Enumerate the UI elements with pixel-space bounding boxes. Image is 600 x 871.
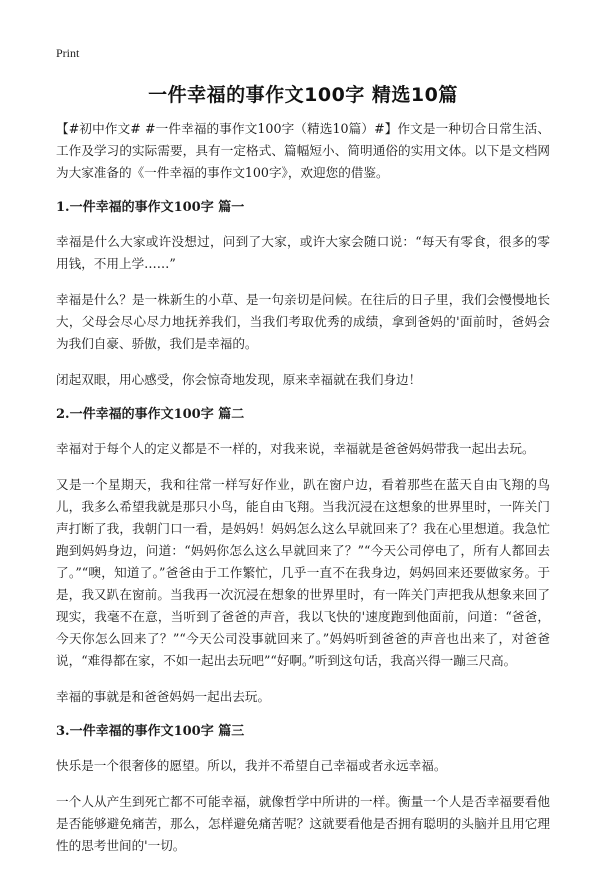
paragraph: 一个人从产生到死亡都不可能幸福，就像哲学中所讲的一样。衡量一个人是否幸福要看他是否能够避免痛苦，那么，怎样避免痛苦呢？这就要看他是否拥有聪明的头脑并且用它理性的思考世间的'一切。 xyxy=(56,794,550,853)
paragraph: 幸福是什么？是一株新生的小草、是一句亲切是问候。在往后的日子里，我们会慢慢地长大，父母会尽心尽力地抚养我们，当我们考取优秀的成绩，拿到爸妈的'面前时，爸妈会为我们自豪、骄傲，我们是幸福的。 xyxy=(56,292,550,351)
paragraph: 幸福对于每个人的定义都是不一样的，对我来说，幸福就是爸爸妈妈带我一起出去玩。 xyxy=(56,441,535,456)
paragraph: 快乐是一个很奢侈的愿望。所以，我并不希望自己幸福或者永远幸福。 xyxy=(56,758,447,773)
section-heading: 2.一件幸福的事作文100字 篇二 xyxy=(56,407,245,422)
document-title: 一件幸福的事作文100字 精选10篇 xyxy=(148,84,458,106)
paragraph: 又是一个星期天，我和往常一样写好作业，趴在窗户边，看着那些在蓝天自由飞翔的鸟儿，我多么希望我就是那只小鸟，能自由飞翔。当我沉浸在这想象的世界里时，一阵关门声打断了我，我朝门口一看，是妈妈！妈妈怎么这么早就回来了？我在心里想道。我急忙跑到妈妈身边，问道：“妈妈你怎么这么早就回来了？”“今天公司停电了，所有人都回去了。”“噢，知道了。”爸爸由于工作繁忙，几乎一直不在我身边，妈妈回来还要做家务。于是，我又趴在窗前。当我再一次沉浸在想象的世界里时，有一阵关门声把我从想象来回了现实，我毫不在意，当听到了爸爸的声音，我以飞快的'速度跑到他面前，问道：“爸爸，今天你怎么回来了？”“今天公司没事就回来了。”妈妈听到爸爸的声音也出来了，对爸爸说，“难得都在家，不如一起出去玩吧”“好啊。”听到这句话，我高兴得一蹦三尺高。 xyxy=(56,477,550,668)
section-heading: 1.一件幸福的事作文100字 篇一 xyxy=(56,200,245,215)
paragraph: 幸福的事就是和爸爸妈妈一起出去玩。 xyxy=(56,689,271,704)
paragraph: 闭起双眼，用心感受，你会惊奇地发现，原来幸福就在我们身边！ xyxy=(56,372,422,387)
intro-paragraph: 【#初中作文# #一件幸福的事作文100字（精选10篇）#】作文是一种切合日常生活、工作及学习的实际需要，具有一定格式、篇幅短小、简明通俗的实用文体。以下是文档网为大家准备的《一件幸福的事作文100字》，欢迎您的借鉴。 xyxy=(56,121,550,180)
paragraph: 幸福是什么大家或许没想过，问到了大家，或许大家会随口说：“每天有零食，很多的零用钱，不用上学……” xyxy=(56,234,550,271)
document-body xyxy=(56,118,550,871)
section-heading: 3.一件幸福的事作文100字 篇三 xyxy=(56,724,245,739)
print-label: Print xyxy=(56,46,80,60)
